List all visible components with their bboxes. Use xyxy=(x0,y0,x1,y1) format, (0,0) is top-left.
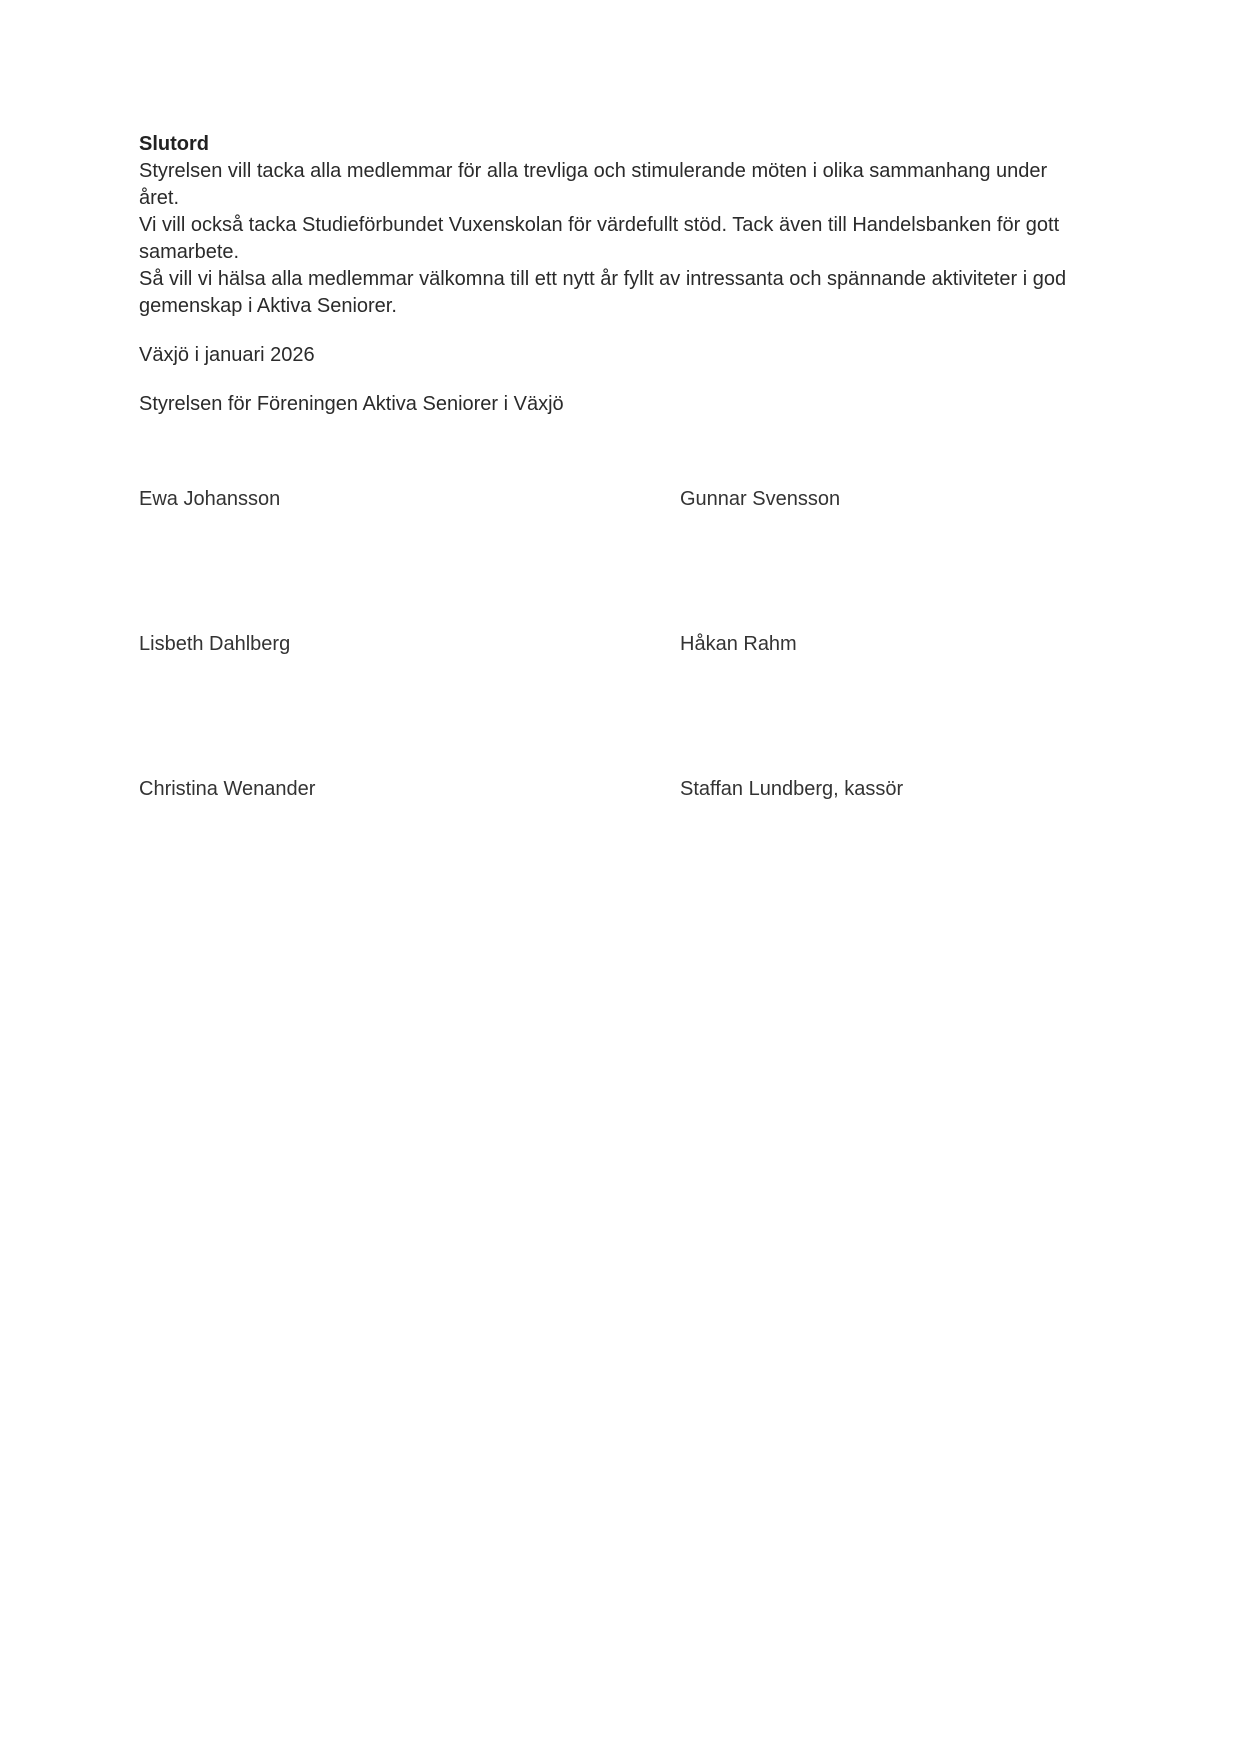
closing-section xyxy=(139,131,1079,418)
place-date: Växjö i januari 2026 xyxy=(139,344,315,366)
signature-name: Christina Wenander xyxy=(139,778,316,800)
signature-row xyxy=(139,776,1079,921)
welcome-paragraph: Så vill vi hälsa alla medlemmar välkomna till ett nytt år fyllt av intressanta och spännande aktiviteter i god gemenskap i Aktiva Seniorer. xyxy=(139,268,1067,317)
signature-row xyxy=(139,631,1079,776)
signature-block xyxy=(139,486,1079,921)
signature-name: Lisbeth Dahlberg xyxy=(139,633,291,655)
signature-name: Ewa Johansson xyxy=(139,488,281,510)
section-heading: Slutord xyxy=(139,133,209,155)
thanks-paragraph: Styrelsen vill tacka alla medlemmar för alla trevliga och stimulerande möten i olika sammanhang under året. xyxy=(139,160,1048,209)
signature-row xyxy=(139,486,1079,631)
signature-name: Staffan Lundberg, kassör xyxy=(680,778,904,800)
signature-name: Håkan Rahm xyxy=(680,633,797,655)
board-line: Styrelsen för Föreningen Aktiva Seniorer i Växjö xyxy=(139,393,564,415)
signature-name: Gunnar Svensson xyxy=(680,488,841,510)
acknowledgement-paragraph: Vi vill också tacka Studieförbundet Vuxenskolan för värdefullt stöd. Tack även till Handelsbanken för gott samarbete. xyxy=(139,214,1060,263)
